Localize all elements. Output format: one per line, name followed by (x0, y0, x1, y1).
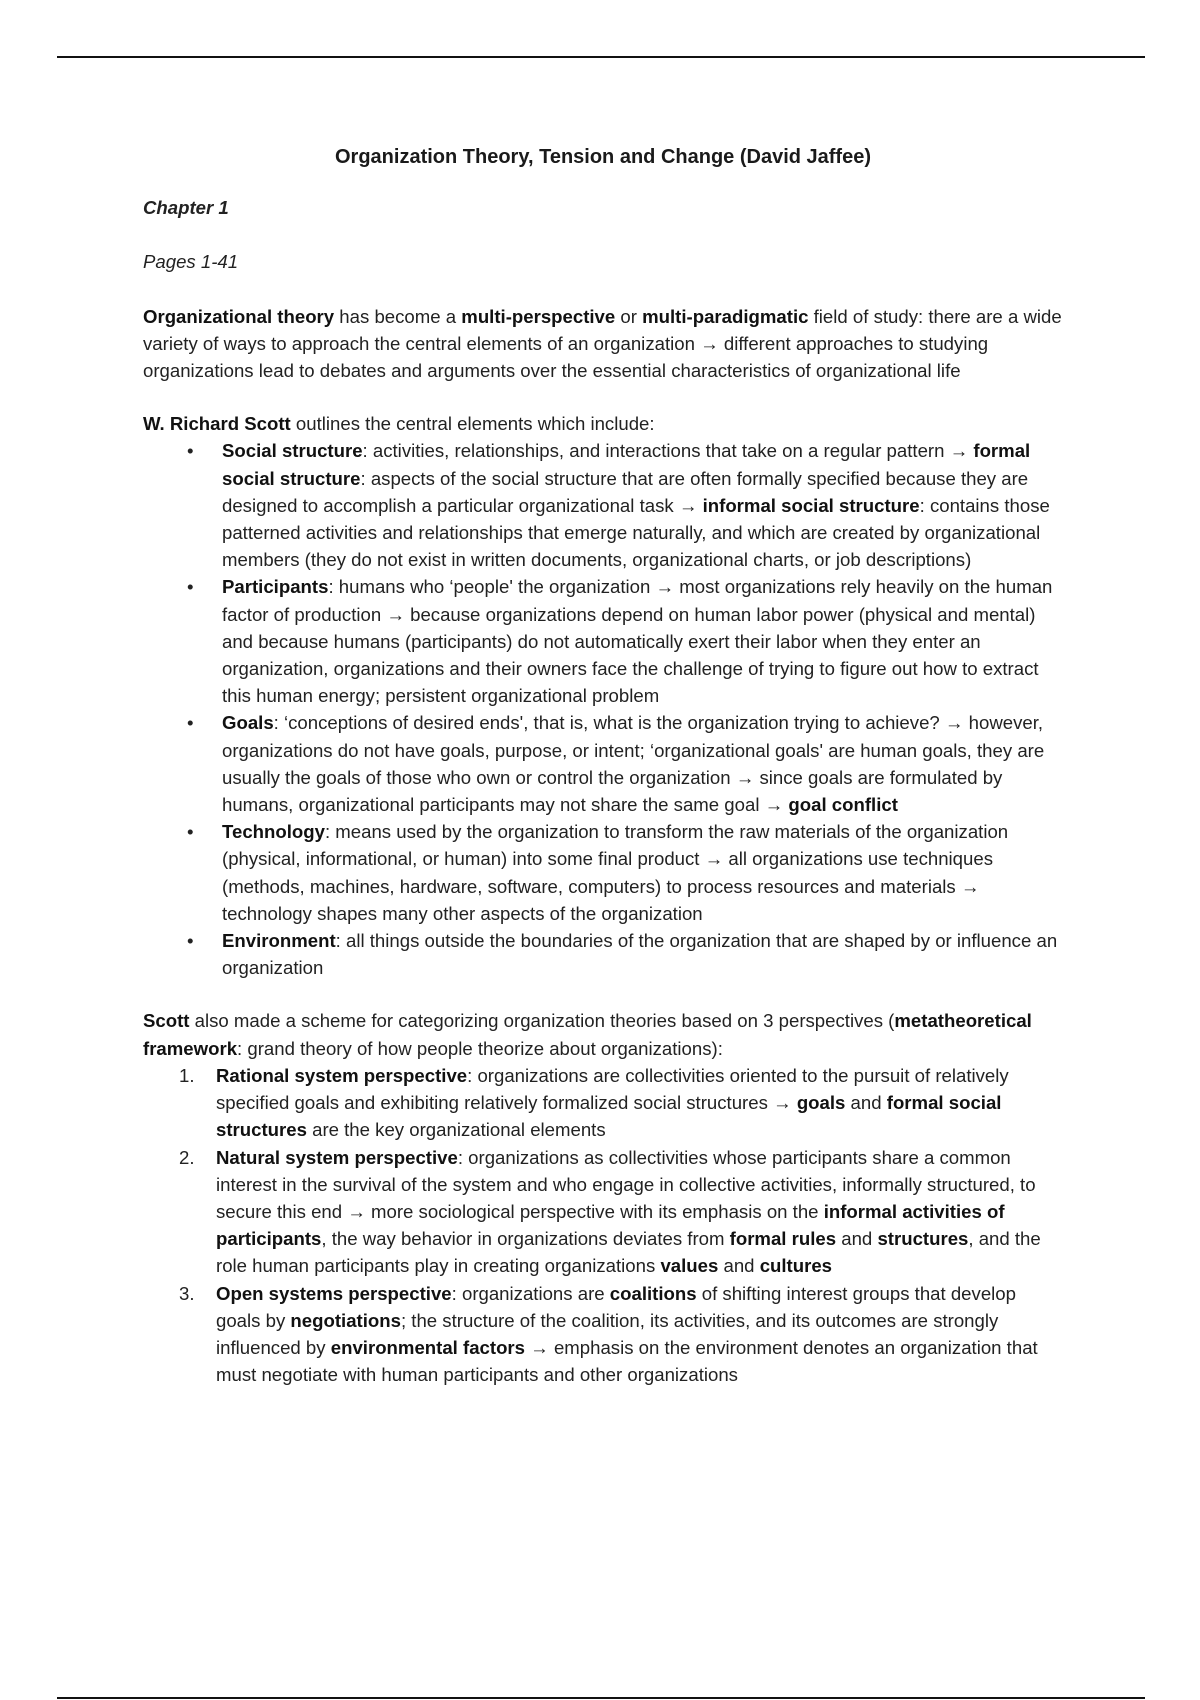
list-number: 3. (179, 1282, 195, 1304)
list-number: 1. (179, 1064, 195, 1086)
list-item: • Goals: ‘conceptions of desired ends', that is, what is the organization trying to achieve? → however, organizations do not have goals, purpose, or intent; ‘organizational goals' are human goals, they are usually the goals of those who own or control the organization → since goals are formulated by humans, organizational participants may not share the same goal → goal conflict (143, 709, 1063, 818)
perspectives-list (143, 1062, 1063, 1388)
central-elements-list (143, 437, 1063, 981)
bullet: • (187, 576, 194, 598)
list-item: • Technology: means used by the organization to transform the raw materials of the organization (physical, informational, or human) into some final product → all organizations use techniques (methods, machines, hardware, software, computers) to process resources and materials → technology shapes many other aspects of the organization (143, 818, 1063, 927)
document-title: Organization Theory, Tension and Change (David Jaffee) (335, 146, 871, 168)
chapter-heading: Chapter 1 (143, 197, 229, 219)
list-item: • Participants: humans who ‘people' the organization → most organizations rely heavily on the human factor of production → because organizations depend on human labor power (physical and mental) and because humans (participants) do not automatically exert their labor when they enter an organization, organizations and their owners face the challenge of trying to figure out how to extract this human energy; persistent organizational problem (143, 573, 1063, 709)
document-page (143, 140, 1063, 1388)
bullet: • (187, 821, 194, 843)
list-item: 1. Rational system perspective: organizations are collectivities oriented to the pursuit of relatively specified goals and exhibiting relatively formalized social structures → goals and formal social structures are the key organizational elements (143, 1062, 1063, 1144)
top-rule (57, 56, 1145, 58)
bottom-rule (57, 1697, 1145, 1699)
term-multi-paradigmatic: multi-paradigmatic (642, 305, 809, 327)
scheme-lead: Scott also made a scheme for categorizing organization theories based on 3 perspectives (metatheoretical framework: grand theory of how people theorize about organizations): (143, 1010, 1032, 1059)
scott-elements-lead: W. Richard Scott outlines the central elements which include: (143, 413, 655, 435)
term-organizational-theory: Organizational theory (143, 305, 335, 327)
bullet: • (187, 930, 194, 952)
term-multi-perspective: multi-perspective (461, 305, 616, 327)
list-item: 2. Natural system perspective: organizations as collectivities whose participants share a common interest in the survival of the system and who engage in collective activities, informally structured, to secure this end → more sociological perspective with its emphasis on the informal activities of participants, the way behavior in organizations deviates from formal rules and structures, and the role human participants play in creating organizations values and cultures (143, 1144, 1063, 1280)
list-item: • Environment: all things outside the boundaries of the organization that are shaped by or influence an organization (143, 927, 1063, 981)
list-item: 3. Open systems perspective: organizations are coalitions of shifting interest groups that develop goals by negotiations; the structure of the coalition, its activities, and its outcomes are strongly influenced by environmental factors → emphasis on the environment denotes an organization that must negotiate with human participants and other organizations (143, 1280, 1063, 1389)
page-range: Pages 1-41 (143, 251, 239, 273)
bullet: • (187, 440, 194, 462)
bullet: • (187, 712, 194, 734)
list-number: 2. (179, 1146, 195, 1168)
intro-paragraph: Organizational theory has become a multi-perspective or multi-paradigmatic field of study: there are a wide variety of ways to approach the central elements of an organization → different approaches to studying organizations lead to debates and arguments over the essential characteristics of organizational life (143, 305, 1062, 382)
list-item: • Social structure: activities, relationships, and interactions that take on a regular pattern → formal social structure: aspects of the social structure that are often formally specified because they are designed to accomplish a particular organizational task → informal social structure: contains those patterned activities and relationships that emerge naturally, and which are created by organizational members (they do not exist in written documents, organizational charts, or job descriptions) (143, 437, 1063, 573)
